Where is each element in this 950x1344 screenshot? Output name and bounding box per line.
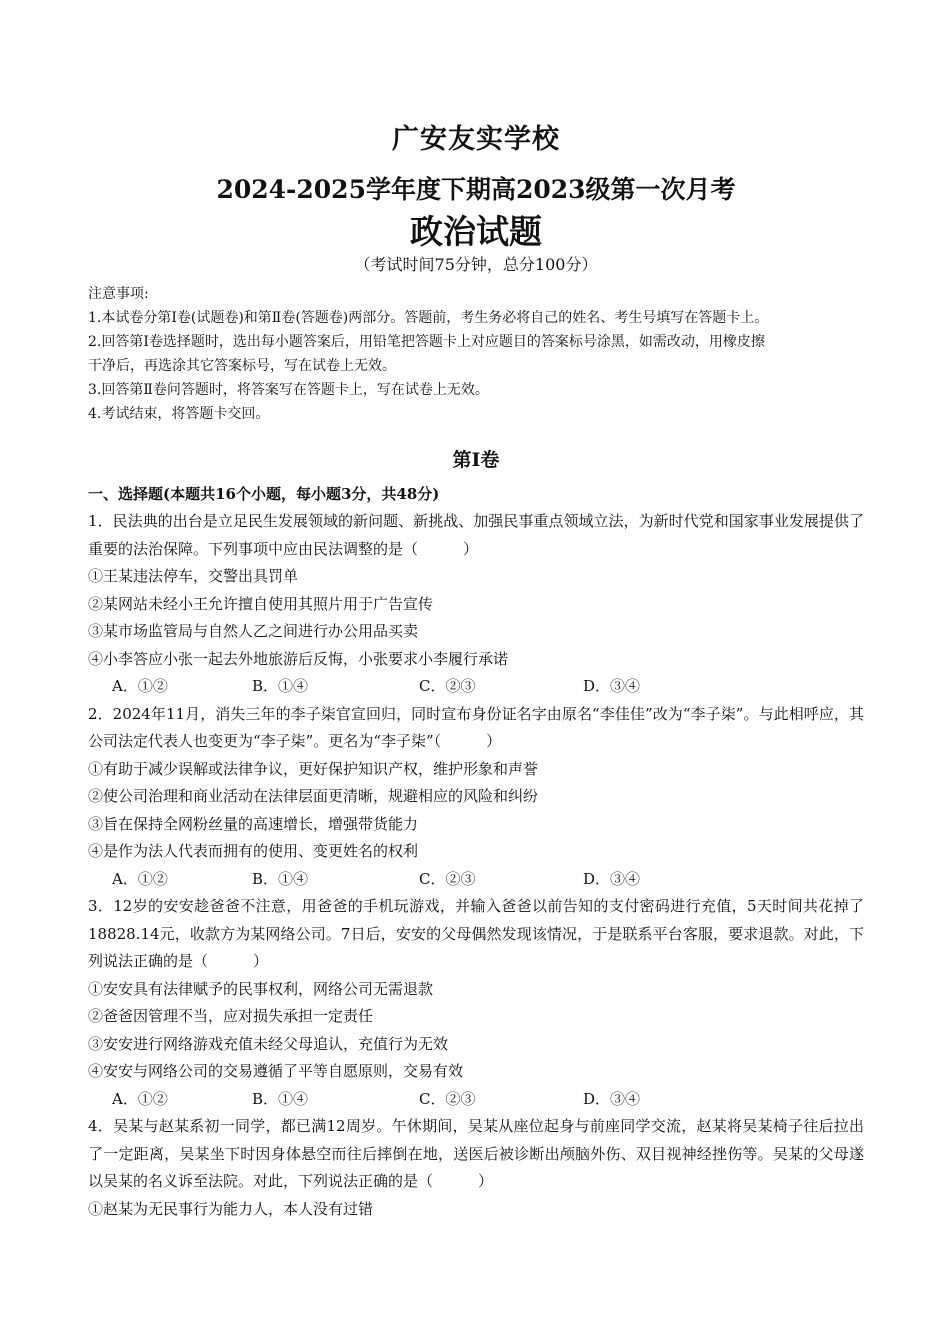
- question-stem: 2．2024年11月，消失三年的李子柒官宣回归，同时宣布身份证名字由原名“李佳佳”改为“李子柒”。与此相呼应，其公司法定代表人也变更为“李子柒”。更名为“李子柒”（ ）: [88, 704, 864, 750]
- subject-title: 政治试题: [410, 212, 542, 251]
- question-option: ③安安进行网络游戏充值未经父母追认，充值行为无效: [88, 1034, 449, 1053]
- question-option: ②爸爸因管理不当，应对损失承担一定责任: [88, 1007, 374, 1025]
- question-option: ③旨在保持全网粉丝量的高速增长，增强带货能力: [88, 814, 419, 833]
- question-1: [88, 508, 864, 701]
- exam-page: [88, 118, 864, 1223]
- notes-line: 2.回答第Ⅰ卷选择题时，选出每小题答案后，用铅笔把答题卡上对应题目的答案标号涂黑，如需改动，用橡皮擦: [88, 334, 765, 350]
- question-4: [88, 1113, 864, 1223]
- answer-choices: [88, 673, 864, 701]
- question-option: ④是作为法人代表而拥有的使用、变更姓名的权利: [88, 842, 419, 860]
- school-name: 广安友实学校: [392, 124, 560, 155]
- question-option: ①有助于减少误解或法律争议，更好保护知识产权，维护形象和声誉: [88, 759, 539, 778]
- choice-d: D．③④: [583, 1089, 641, 1108]
- choice-c: C．②③: [419, 869, 476, 888]
- notes-block: [88, 282, 864, 426]
- notes-line: 3.回答第Ⅱ卷问答题时，将答案写在答题卡上，写在试卷上无效。: [88, 382, 489, 398]
- notes-line: 干净后，再选涂其它答案标号，写在试卷上无效。: [88, 358, 396, 374]
- volume-title: 第Ⅰ卷: [452, 449, 500, 471]
- question-option: ②某网站未经小王允许擅自使用其照片用于广告宣传: [88, 594, 434, 613]
- choice-a: A．①②: [112, 869, 168, 888]
- exam-term: 2024-2025学年度下期高2023级第一次月考: [216, 175, 736, 204]
- question-option: ①安安具有法律赋予的民事权利，网络公司无需退款: [88, 979, 434, 998]
- choice-b: B．①④: [252, 869, 309, 888]
- question-option: ①赵某为无民事行为能力人，本人没有过错: [88, 1199, 374, 1218]
- exam-info: （考试时间75分钟，总分100分）: [354, 255, 598, 274]
- question-stem: 4．吴某与赵某系初一同学，都已满12周岁。午休期间，吴某从座位起身与前座同学交流，赵某将吴某椅子往后拉出了一定距离，吴某坐下时因身体悬空而往后摔倒在地，送医后被诊断出颅脑外伤、双目视神经挫伤等。吴某的父母遂以吴某的名义诉至法院。对此，下列说法正确的是（ ）: [88, 1117, 864, 1190]
- answer-choices: [88, 1086, 864, 1114]
- question-option: ③某市场监管局与自然人乙之间进行办公用品买卖: [88, 622, 419, 640]
- question-option: ④安安与网络公司的交易遵循了平等自愿原则，交易有效: [88, 1062, 464, 1080]
- choice-c: C．②③: [419, 1089, 476, 1108]
- notes-line: 4.考试结束，将答题卡交回。: [88, 406, 270, 422]
- choice-b: B．①④: [252, 677, 309, 695]
- answer-choices: [88, 866, 864, 894]
- question-stem: 3．12岁的安安趁爸爸不注意，用爸爸的手机玩游戏，并输入爸爸以前告知的支付密码进行充值，5天时间共花掉了18828.14元，收款方为某网络公司。7日后，安安的父母偶然发现该情况，于是联系平台客服，要求退款。对此，下列说法正确的是（ ）: [88, 897, 864, 970]
- question-stem: 1．民法典的出台是立足民生发展领域的新问题、新挑战、加强民事重点领域立法，为新时代党和国家事业发展提供了重要的法治保障。下列事项中应由民法调整的是（ ）: [88, 512, 864, 558]
- notes-title: 注意事项:: [88, 286, 149, 302]
- question-option: ②使公司治理和商业活动在法律层面更清晰，规避相应的风险和纠纷: [88, 787, 539, 805]
- choice-a: A．①②: [112, 677, 168, 695]
- choice-c: C．②③: [419, 677, 476, 695]
- choice-d: D．③④: [583, 677, 641, 695]
- choice-b: B．①④: [252, 1089, 309, 1108]
- question-2: [88, 701, 864, 894]
- question-option: ①王某违法停车，交警出具罚单: [88, 567, 299, 585]
- notes-line: 1.本试卷分第Ⅰ卷(试题卷)和第Ⅱ卷(答题卷)两部分。答题前，考生务必将自己的姓名、考生号填写在答题卡上。: [88, 310, 769, 326]
- question-3: [88, 893, 864, 1113]
- choice-a: A．①②: [112, 1089, 168, 1108]
- question-option: ④小李答应小张一起去外地旅游后反悔，小张要求小李履行承诺: [88, 649, 509, 668]
- choice-d: D．③④: [583, 869, 641, 888]
- section-title: 一、选择题(本题共16个小题，每小题3分，共48分): [88, 485, 440, 503]
